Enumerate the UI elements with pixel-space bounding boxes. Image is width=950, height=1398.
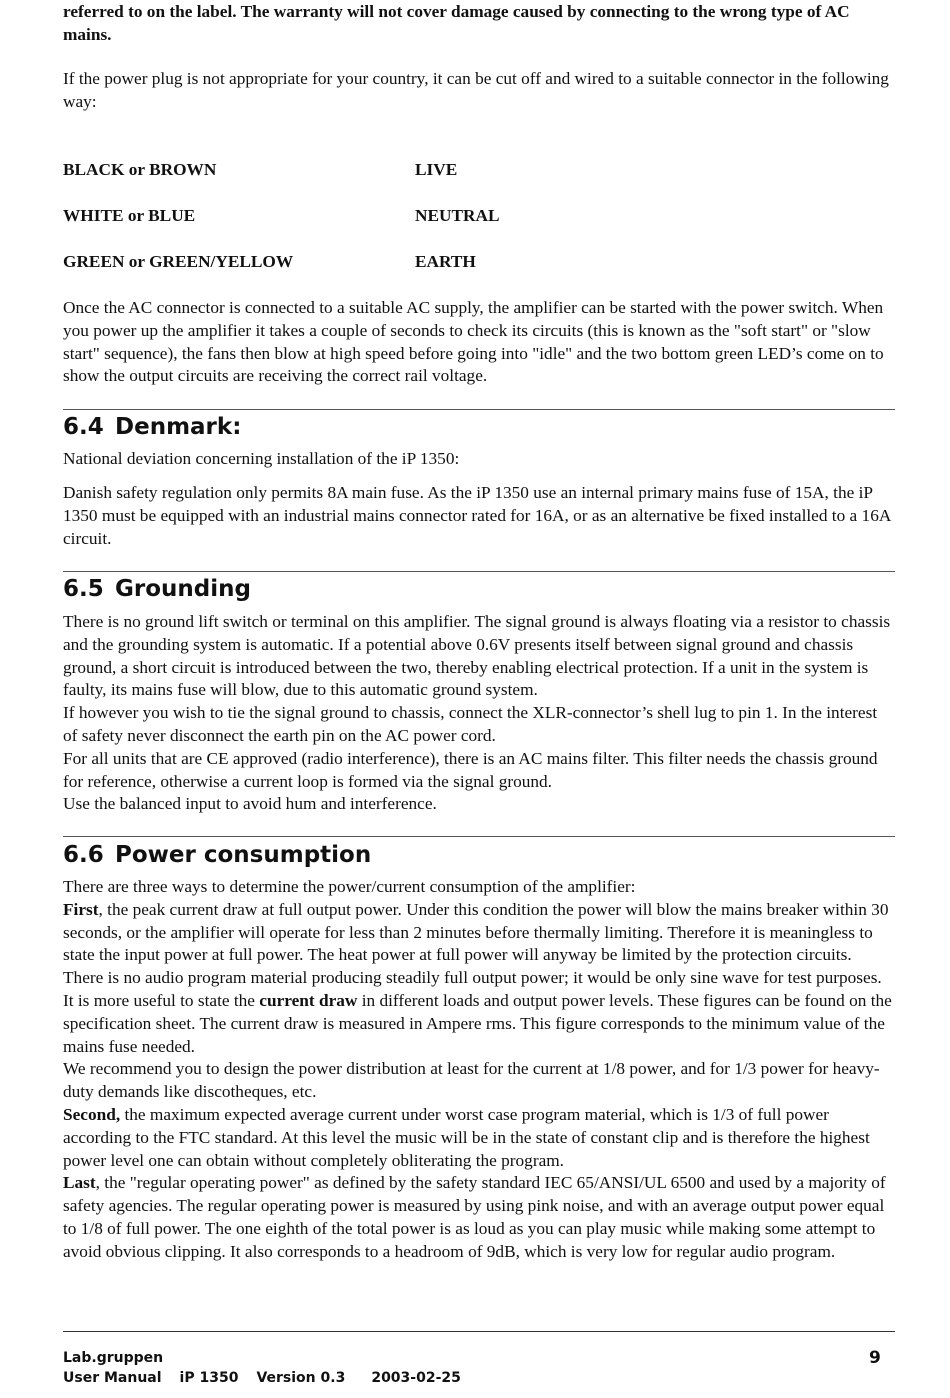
emphasis: Last <box>63 1173 96 1193</box>
section-title: Grounding <box>115 576 251 602</box>
section-title: Denmark: <box>115 414 242 440</box>
paragraph-text: , the peak current draw at full output power. Under this condition the power will blow the mains breaker within 30 seconds, or the amplifier will operate for less than 2 minutes before thermally limiting. Therefore it is meaningless to state the input power at full power. The heat power at full power will anyway be limited by the protection circuits. There is no audio program material producing steadily full output power; it would be only sine wave for test purposes. <box>63 899 889 988</box>
section-number: 6.4 <box>63 414 104 440</box>
paragraph-text: in different loads and output power levels. These figures can be found on the specification sheet. The current draw is measured in Ampere rms. This figure corresponds to the minimum value of the mains fuse needed. <box>63 990 892 1056</box>
footer-doc-info <box>63 1369 461 1387</box>
section-number: 6.5 <box>63 576 104 602</box>
footer-date: 2003-02-25 <box>371 1370 461 1386</box>
emphasis: current draw <box>259 990 358 1010</box>
power-body <box>63 876 895 1264</box>
paragraph: There are three ways to determine the power/current consumption of the amplifier: <box>63 877 636 896</box>
paragraph <box>63 1104 895 1172</box>
footer-divider <box>63 1331 895 1332</box>
section-heading-denmark <box>63 413 241 441</box>
footer-doc: User Manual <box>63 1370 162 1386</box>
wire-function: EARTH <box>415 252 476 271</box>
paragraph <box>63 899 895 990</box>
wire-function: LIVE <box>415 160 458 179</box>
footer-version: Version 0.3 <box>256 1370 346 1386</box>
wire-color: BLACK or BROWN <box>63 160 217 179</box>
grounding-body <box>63 611 895 816</box>
page-number: 9 <box>869 1348 881 1368</box>
section-divider <box>63 836 895 837</box>
paragraph: We recommend you to design the power distribution at least for the current at 1/8 power, and for 1/3 power for heavy-duty demands like discotheques, etc. <box>63 1059 880 1102</box>
denmark-body: Danish safety regulation only permits 8A main fuse. As the iP 1350 use an internal primary mains fuse of 15A, the iP 1350 must be equipped with an industrial mains connector rated for 16A, or as an alternative be fixed installed to a 16A circuit. <box>63 483 891 548</box>
paragraph-text: , the "regular operating power" as defined by the safety standard IEC 65/ANSI/UL 6500 and used by a majority of safety agencies. The regular operating power is measured by using pink noise, and with an average output power equal to 1/8 of full power. The one eighth of the total power is as loud as you can play music while making some attempt to avoid obvious clipping. It also corresponds to a headroom of 9dB, which is very low for regular audio program. <box>63 1173 886 1261</box>
paragraph <box>63 1172 895 1263</box>
warranty-note: referred to on the label. The warranty will not cover damage caused by connecting to the wrong type of AC mains. <box>63 2 850 44</box>
emphasis: First <box>63 899 99 919</box>
paragraph: If however you wish to tie the signal ground to chassis, connect the XLR-connector’s shell lug to pin 1. In the interest of safety never disconnect the earth pin on the AC power cord. <box>63 703 878 745</box>
wire-color: GREEN or GREEN/YELLOW <box>63 252 294 271</box>
wire-color: WHITE or BLUE <box>63 206 196 225</box>
paragraph <box>63 990 895 1058</box>
paragraph: For all units that are CE approved (radio interference), there is an AC mains filter. This filter needs the chassis ground for reference, otherwise a current loop is formed via the signal ground. <box>63 748 878 791</box>
section-number: 6.6 <box>63 842 104 868</box>
section-heading-power <box>63 841 371 869</box>
denmark-intro: National deviation concerning installation of the iP 1350: <box>63 449 460 468</box>
paragraph-text: It is more useful to state the <box>63 990 260 1010</box>
footer-model: iP 1350 <box>179 1370 239 1386</box>
startup-paragraph: Once the AC connector is connected to a suitable AC supply, the amplifier can be started with the power switch. When you power up the amplifier it takes a couple of seconds to check its circuits (this is known as the "soft start" or "slow start" sequence), the fans then blow at high speed before going into "idle" and the two bottom green LED’s come on to show the output circuits are receiving the correct rail voltage. <box>63 298 884 386</box>
wire-function: NEUTRAL <box>415 206 500 225</box>
section-heading-grounding <box>63 575 251 603</box>
paragraph: Use the balanced input to avoid hum and interference. <box>63 794 437 814</box>
footer-brand: Lab.gruppen <box>63 1350 164 1366</box>
plug-instructions: If the power plug is not appropriate for your country, it can be cut off and wired to a suitable connector in the following way: <box>63 69 889 111</box>
section-divider <box>63 571 895 572</box>
paragraph: There is no ground lift switch or terminal on this amplifier. The signal ground is always floating via a resistor to chassis and the grounding system is automatic. If a potential above 0.6V presents itself between signal ground and chassis ground, a short circuit is introduced between the two, thereby enabling electrical protection. If a unit in the system is faulty, its mains fuse will blow, due to this automatic ground system. <box>63 612 891 700</box>
paragraph-text: the maximum expected average current under worst case program material, which is 1/3 of full power according to the FTC standard. At this level the music will be in the state of constant clip and is therefore the highest power level one can obtain without completely obliterating the program. <box>63 1104 870 1170</box>
emphasis: Second, <box>63 1104 121 1124</box>
section-title: Power consumption <box>115 842 372 868</box>
section-divider <box>63 409 895 410</box>
